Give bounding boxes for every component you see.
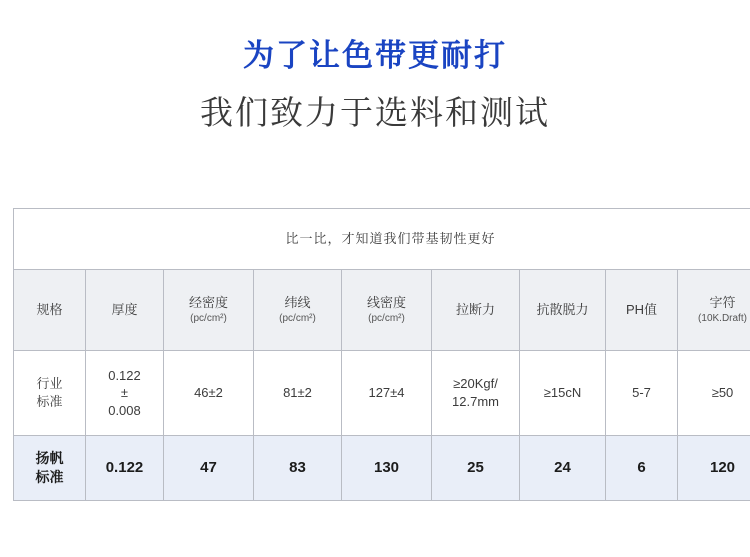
cell-yangfan-break-strength: 25 bbox=[432, 436, 520, 501]
cell-yangfan-warp-density: 47 bbox=[164, 436, 254, 501]
cell-industry-thickness-line3: 0.008 bbox=[108, 402, 141, 418]
cell-yangfan-ph: 6 bbox=[606, 436, 678, 501]
column-header-weft-label: 纬线 bbox=[284, 294, 311, 310]
row-label-industry-standard-line1: 行业 bbox=[36, 376, 63, 392]
column-header-linear-density-label: 线密度 bbox=[366, 294, 406, 310]
cell-yangfan-thickness: 0.122 bbox=[86, 436, 164, 501]
cell-industry-ph: 5-7 bbox=[606, 351, 678, 436]
spec-table-container bbox=[13, 208, 747, 501]
row-label-yangfan-standard-line1: 扬帆 bbox=[35, 450, 64, 467]
cell-yangfan-anti-fray: 24 bbox=[520, 436, 606, 501]
row-label-yangfan-standard-line2: 标准 bbox=[35, 469, 64, 485]
row-label-industry-standard-line2: 标准 bbox=[36, 394, 63, 409]
column-header-linear-density-unit: (pc/cm²) bbox=[368, 312, 405, 324]
column-header-warp-density-label: 经密度 bbox=[188, 294, 228, 310]
column-header-spec bbox=[14, 270, 86, 351]
table-caption: 比一比，才知道我们带基韧性更好 bbox=[14, 209, 750, 270]
cell-industry-thickness bbox=[86, 351, 164, 436]
column-header-warp-density bbox=[164, 270, 254, 351]
table-header-row bbox=[14, 270, 750, 351]
cell-industry-anti-fray: ≥15cN bbox=[520, 351, 606, 436]
row-label-yangfan-standard bbox=[14, 436, 86, 501]
headings-block bbox=[0, 0, 750, 135]
column-header-weft bbox=[254, 270, 342, 351]
cell-yangfan-weft: 83 bbox=[254, 436, 342, 501]
cell-industry-break-strength-line1: ≥20Kgf/ bbox=[453, 376, 498, 392]
cell-industry-characters: ≥50 bbox=[678, 351, 750, 436]
column-header-spec-label: 规格 bbox=[36, 301, 63, 317]
column-header-characters bbox=[678, 270, 750, 351]
table-row bbox=[14, 436, 750, 501]
cell-industry-thickness-line2: ± bbox=[120, 385, 129, 401]
cell-industry-break-strength-line2: 12.7mm bbox=[452, 394, 499, 409]
cell-yangfan-characters: 120 bbox=[678, 436, 750, 501]
column-header-characters-unit: (10K.Draft) bbox=[698, 312, 747, 324]
headline-secondary: 我们致力于选料和测试 bbox=[200, 94, 550, 132]
column-header-break-strength-label: 拉断力 bbox=[455, 301, 495, 317]
column-header-anti-fray bbox=[520, 270, 606, 351]
cell-industry-weft: 81±2 bbox=[254, 351, 342, 436]
column-header-anti-fray-label: 抗散脱力 bbox=[536, 301, 589, 317]
cell-yangfan-linear-density: 130 bbox=[342, 436, 432, 501]
column-header-thickness-label: 厚度 bbox=[111, 301, 138, 317]
column-header-weft-unit: (pc/cm²) bbox=[279, 312, 316, 324]
cell-industry-thickness-line1: 0.122 bbox=[108, 367, 141, 383]
column-header-ph-label: PH值 bbox=[625, 301, 658, 317]
column-header-ph bbox=[606, 270, 678, 351]
headline-primary: 为了让色带更耐打 bbox=[243, 38, 507, 73]
column-header-characters-label: 字符 bbox=[709, 294, 736, 310]
spec-table bbox=[13, 208, 750, 501]
column-header-break-strength bbox=[432, 270, 520, 351]
row-label-industry-standard bbox=[14, 351, 86, 436]
table-caption-row bbox=[14, 209, 750, 270]
cell-industry-linear-density: 127±4 bbox=[342, 351, 432, 436]
column-header-thickness bbox=[86, 270, 164, 351]
column-header-warp-density-unit: (pc/cm²) bbox=[190, 312, 227, 324]
table-row bbox=[14, 351, 750, 436]
cell-industry-warp-density: 46±2 bbox=[164, 351, 254, 436]
column-header-linear-density bbox=[342, 270, 432, 351]
cell-industry-break-strength bbox=[432, 351, 520, 436]
